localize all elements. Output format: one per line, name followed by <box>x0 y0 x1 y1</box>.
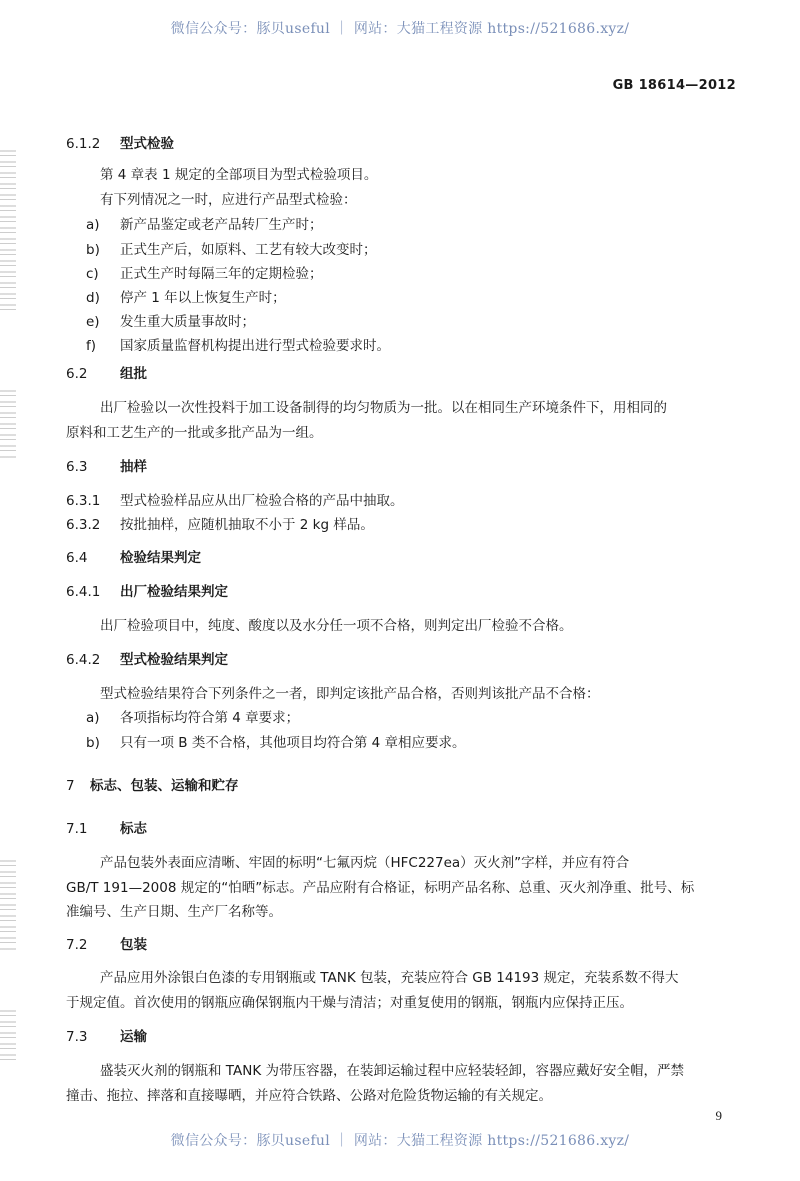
heading-6-4-2: 6.4.2 型式检验结果判定 <box>66 652 228 668</box>
list-item: c) 正式生产时每隔三年的定期检验； <box>86 266 323 282</box>
paragraph-line: 撞击、拖拉、摔落和直接曝晒，并应符合铁路、公路对危险货物运输的有关规定。 <box>66 1088 552 1104</box>
list-item: b) 只有一项 B 类不合格，其他项目均符合第 4 章相应要求。 <box>86 735 466 751</box>
paragraph-line: 准编号、生产日期、生产厂名称等。 <box>66 904 282 920</box>
watermark-top: 微信公众号：豚贝useful ｜ 网站：大猫工程资源 https://521686.xyz/ <box>170 21 630 37</box>
paragraph: 型式检验结果符合下列条件之一者，即判定该批产品合格，否则判该批产品不合格： <box>100 686 600 702</box>
list-item: a) 新产品鉴定或老产品转厂生产时； <box>86 217 323 233</box>
paragraph-line: 产品包装外表面应清晰、牢固的标明“七氟丙烷（HFC227ea）灭火剂”字样，并应有符合 <box>100 855 630 871</box>
list-item: e) 发生重大质量事故时； <box>86 314 255 330</box>
paragraph-line: 出厂检验以一次性投料于加工设备制得的均匀物质为一批。以在相同生产环境条件下，用相同的 <box>100 400 667 416</box>
scan-edge-artifact <box>0 390 16 460</box>
list-item: f) 国家质量监督机构提出进行型式检验要求时。 <box>86 338 390 354</box>
heading-7-2: 7.2 包装 <box>66 937 147 953</box>
heading-6-2: 6.2 组批 <box>66 366 147 382</box>
heading-6-3: 6.3 抽样 <box>66 459 147 475</box>
watermark-bottom: 微信公众号：豚贝useful ｜ 网站：大猫工程资源 https://521686.xyz/ <box>170 1133 630 1149</box>
scan-edge-artifact <box>0 1010 16 1060</box>
paragraph: 第 4 章表 1 规定的全部项目为型式检验项目。 <box>100 167 378 183</box>
paragraph-line: 产品应用外涂银白色漆的专用钢瓶或 TANK 包装，充装应符合 GB 14193 规定，充装系数不得大 <box>100 970 679 986</box>
paragraph: 有下列情况之一时，应进行产品型式检验： <box>100 192 357 208</box>
list-item: b) 正式生产后，如原料、工艺有较大改变时； <box>86 242 377 258</box>
heading-6-1-2: 6.1.2 型式检验 <box>66 136 174 152</box>
list-item: a) 各项指标均符合第 4 章要求； <box>86 710 300 726</box>
heading-7-3: 7.3 运输 <box>66 1029 147 1045</box>
paragraph-line: 于规定值。首次使用的钢瓶应确保钢瓶内干燥与清洁；对重复使用的钢瓶，钢瓶内应保持正压。 <box>66 995 633 1011</box>
standard-code: GB 18614—2012 <box>612 78 736 93</box>
heading-6-4-1: 6.4.1 出厂检验结果判定 <box>66 584 228 600</box>
paragraph-line: GB/T 191—2008 规定的“怕晒”标志。产品应附有合格证，标明产品名称、总重、灭火剂净重、批号、标 <box>66 880 695 896</box>
list-item: d) 停产 1 年以上恢复生产时； <box>86 290 286 306</box>
subsection-6-3-1: 6.3.1 型式检验样品应从出厂检验合格的产品中抽取。 <box>66 493 404 509</box>
heading-6-4: 6.4 检验结果判定 <box>66 550 201 566</box>
subsection-6-3-2: 6.3.2 按批抽样，应随机抽取不小于 2 kg 样品。 <box>66 517 374 533</box>
scan-edge-artifact <box>0 150 16 310</box>
paragraph-line: 盛装灭火剂的钢瓶和 TANK 为带压容器，在装卸运输过程中应轻装轻卸，容器应戴好安全帽，严禁 <box>100 1063 684 1079</box>
paragraph-line: 原料和工艺生产的一批或多批产品为一组。 <box>66 425 323 441</box>
heading-7: 7 标志、包装、运输和贮存 <box>66 778 239 794</box>
scan-edge-artifact <box>0 860 16 950</box>
page-number: 9 <box>715 1108 722 1123</box>
paragraph: 出厂检验项目中，纯度、酸度以及水分任一项不合格，则判定出厂检验不合格。 <box>100 618 573 634</box>
heading-7-1: 7.1 标志 <box>66 821 147 837</box>
